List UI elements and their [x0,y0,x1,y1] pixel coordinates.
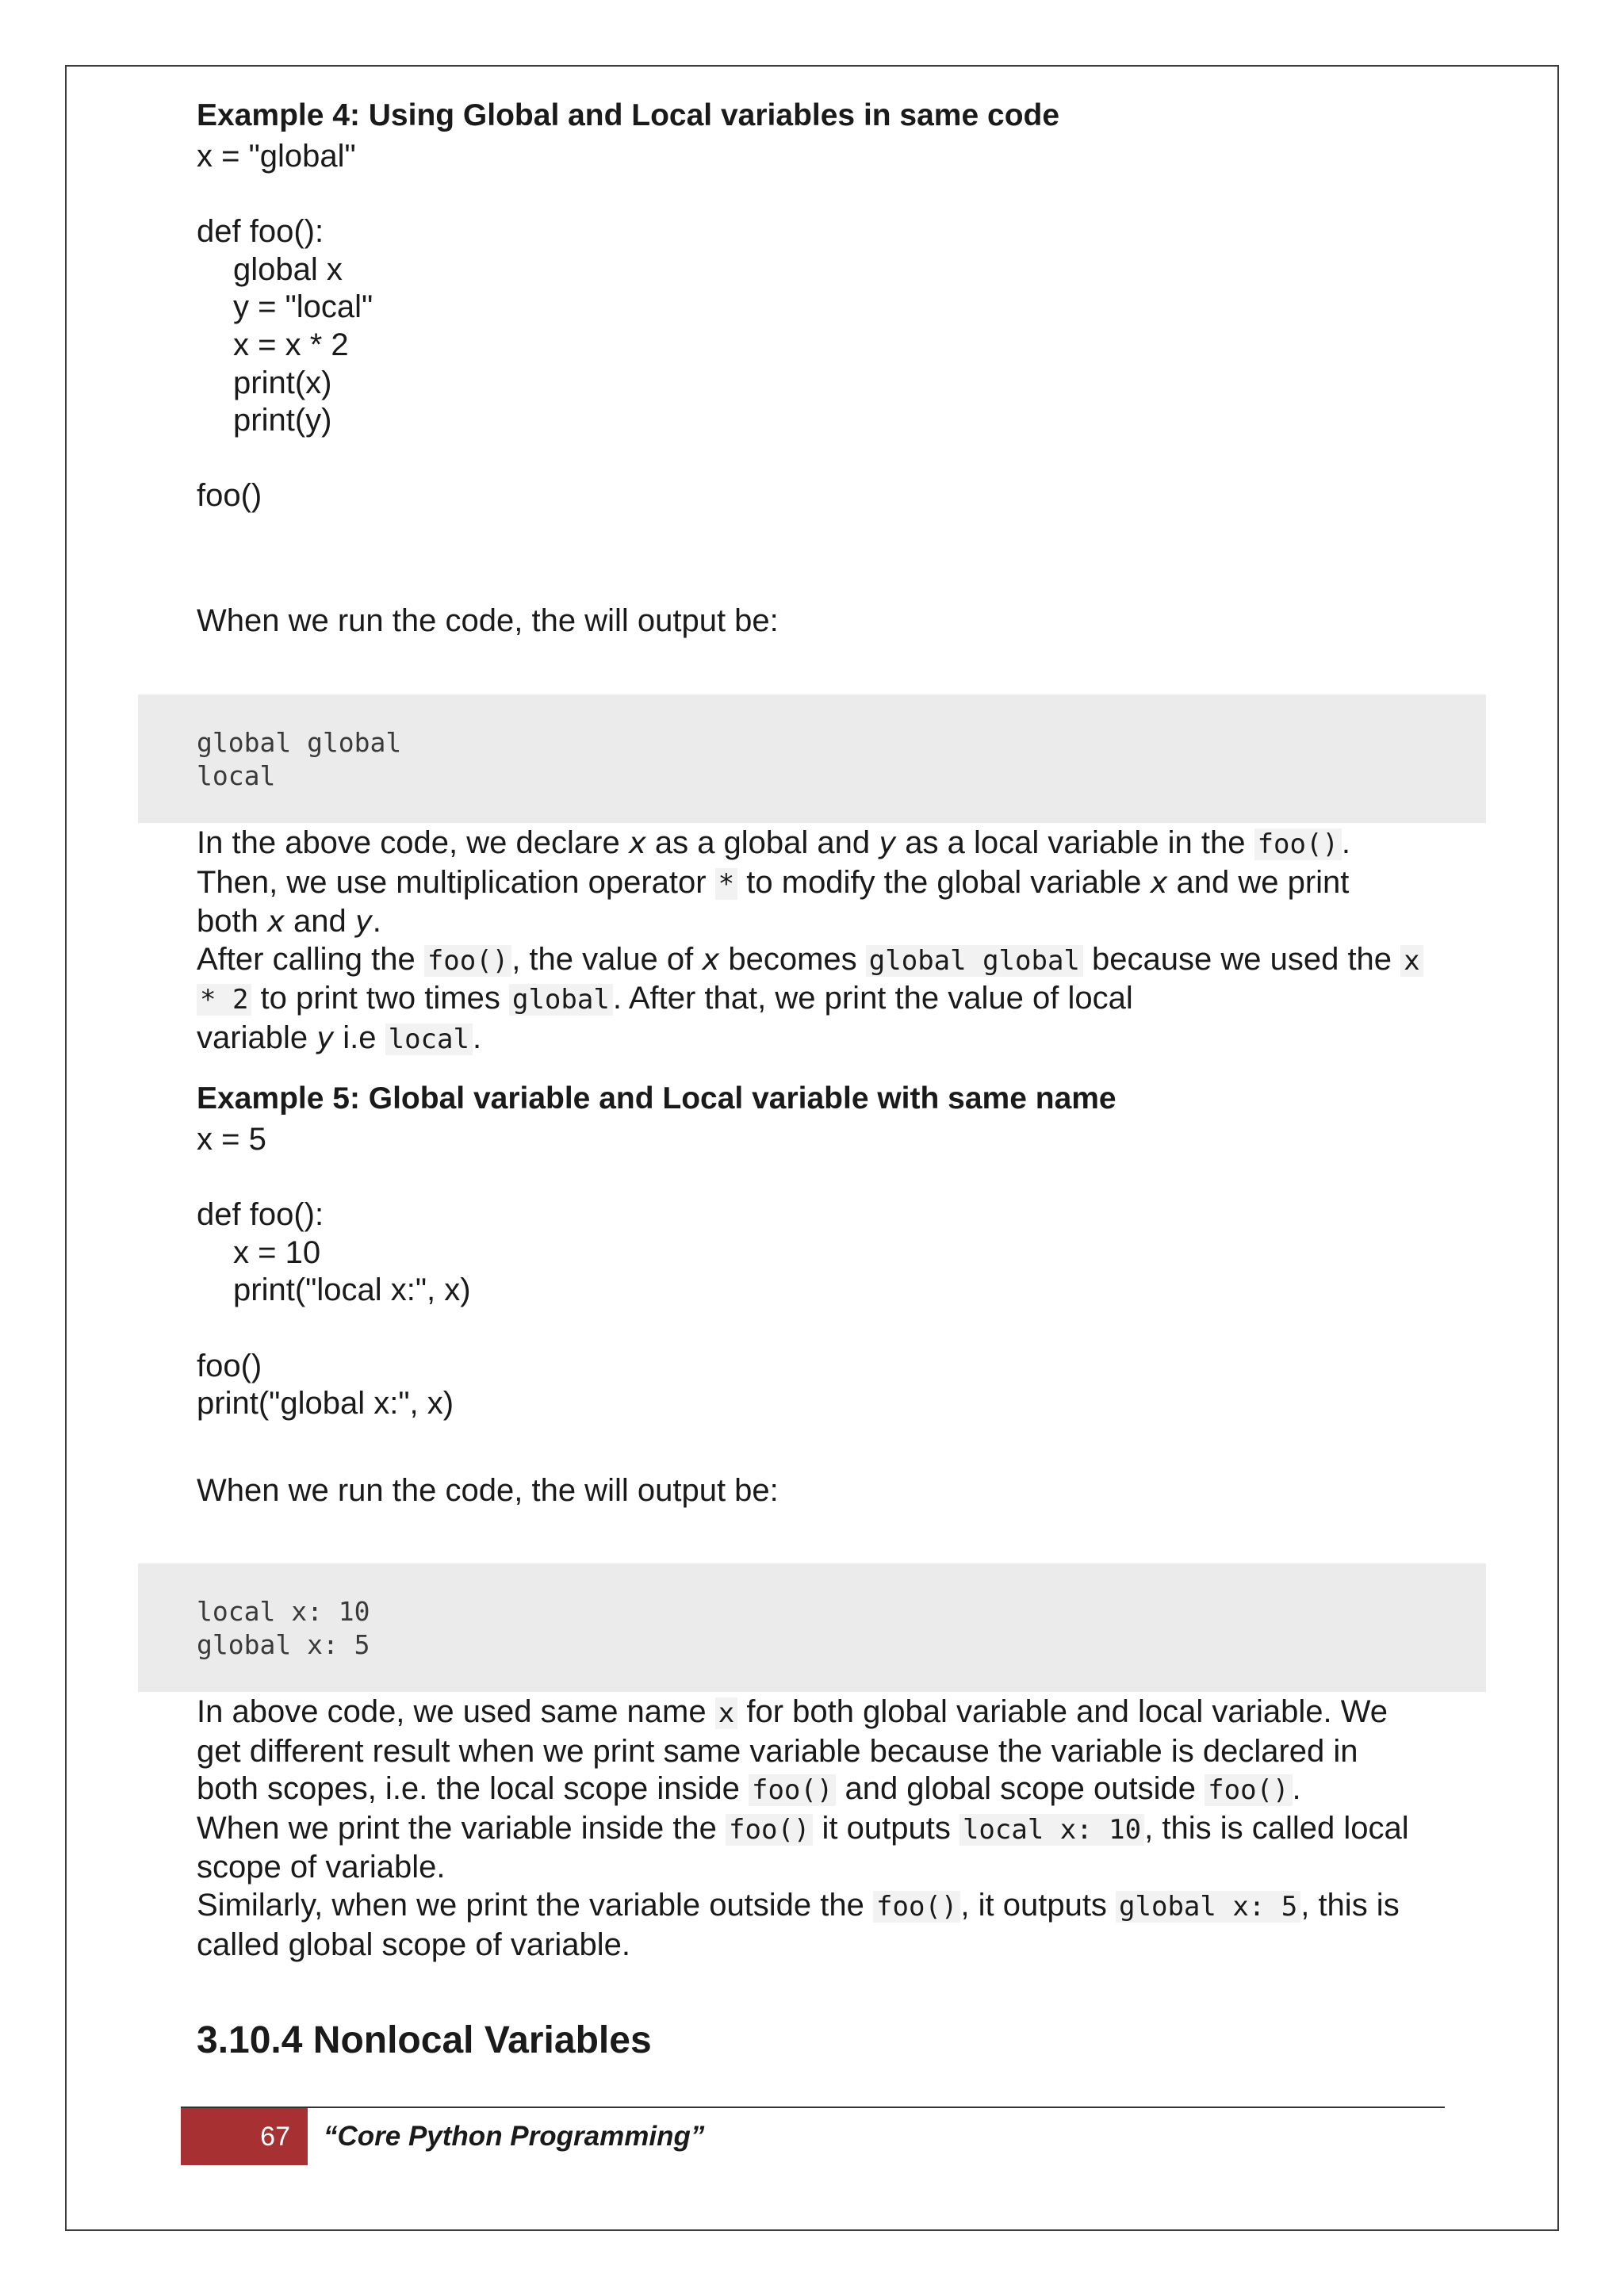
explanation-line [197,864,1434,904]
inline-code: global [509,984,613,1016]
example-4-explanation [197,825,1434,1059]
text: When we print the variable inside the [197,1810,726,1846]
variable-y: y [354,905,373,939]
text: because we used the [1082,941,1401,977]
example-5-run-intro: When we run the code, the will output be: [197,1472,779,1508]
code-line: print("global x:", x) [197,1386,454,1422]
text: . After that, we print the value of local [612,981,1133,1016]
example-5-output-box [138,1563,1486,1692]
code-line: print(y) [233,403,332,438]
page-number: 67 [181,2108,308,2165]
text: . [472,1020,482,1055]
text: as a global and [645,825,879,860]
variable-y: y [879,826,897,860]
code-line: def foo(): [197,1197,324,1233]
example-5-explanation [197,1693,1434,1964]
text: Then, we use multiplication operator [197,864,715,900]
inline-code: local x: 10 [959,1814,1144,1846]
inline-code: local [385,1024,473,1055]
example-5-heading: Example 5: Global variable and Local variable with same name [197,1081,1116,1115]
book-title: “Core Python Programming” [324,2121,705,2152]
text: it outputs [813,1810,959,1846]
inline-code: global global [866,945,1083,977]
variable-x: x [628,826,646,860]
code-line: global x [233,251,343,287]
explanation-line [197,1693,1434,1733]
code-line [197,440,1434,478]
explanation-line [197,1020,1434,1059]
output-line: global global [197,727,402,758]
code-line [197,1159,1434,1197]
output-line: global x: 5 [197,1629,370,1660]
text: and global scope outside [836,1771,1205,1807]
section-heading-block [197,2017,1434,2064]
explanation-line [197,903,1434,941]
inline-code: foo() [1205,1774,1292,1806]
explanation-line: get different result when we print same variable because the variable is declared in [197,1733,1358,1769]
inline-code: * [715,868,737,900]
example-5-code [197,1121,1434,1423]
example-4-section [197,94,1434,641]
inline-code: foo() [873,1891,960,1923]
output-line: local x: 10 [197,1596,370,1627]
text: for both global variable and local variable. We [737,1694,1388,1729]
text: . [372,904,381,939]
example-4-run-intro: When we run the code, the will output be: [197,603,779,638]
text: becomes [719,941,866,977]
text: In the above code, we declare [197,825,629,860]
text: Similarly, when we print the variable outside the [197,1887,874,1923]
code-line: x = 10 [233,1234,321,1270]
code-line: print(x) [233,365,332,400]
code-line: y = "local" [233,289,373,325]
explanation-line [197,1770,1434,1810]
text: . [1292,1771,1301,1807]
text: i.e [334,1020,385,1055]
code-line: foo() [197,478,262,514]
explanation-line: called global scope of variable. [197,1927,631,1962]
explanation-line [197,1887,1434,1927]
text: , this is called local [1144,1810,1409,1846]
code-line: print("local x:", x) [233,1272,471,1308]
inline-code: foo() [424,945,511,977]
variable-x: x [1150,865,1168,900]
text: In above code, we used same name [197,1694,715,1729]
explanation-line [197,980,1434,1020]
variable-x: x [266,905,285,939]
text: and [284,904,355,939]
text: both [197,904,267,939]
explanation-line [197,941,1434,981]
section-title: 3.10.4 Nonlocal Variables [197,2019,652,2061]
text: . [1341,825,1351,860]
explanation-line [197,825,1434,864]
code-line: x = "global" [197,139,356,174]
example-4-output-box [138,695,1486,823]
text: , it outputs [960,1887,1116,1923]
code-line: x = 5 [197,1122,266,1157]
inline-code: foo() [1254,828,1342,860]
text: After calling the [197,941,424,977]
code-line: def foo(): [197,214,324,250]
text: to print two times [251,981,509,1016]
inline-code: x [1400,945,1423,977]
text: both scopes, i.e. the local scope inside [197,1771,749,1807]
variable-y: y [316,1020,335,1055]
inline-code: foo() [726,1814,813,1846]
inline-code: x [715,1697,737,1729]
text: and we print [1167,864,1350,900]
text: , the value of [511,941,703,977]
example-5-section [197,1077,1434,1510]
inline-code: * 2 [197,984,251,1016]
explanation-line: scope of variable. [197,1850,446,1885]
code-line [197,1310,1434,1348]
example-4-heading: Example 4: Using Global and Local variables in same code [197,98,1060,132]
code-line [197,176,1434,214]
text: variable [197,1020,317,1055]
text: as a local variable in the [896,825,1254,860]
inline-code: global x: 5 [1116,1891,1300,1923]
text: , this is [1300,1887,1400,1923]
output-line: local [197,760,276,791]
explanation-line [197,1810,1434,1850]
variable-x: x [702,942,720,977]
code-line: foo() [197,1348,262,1383]
code-line: x = x * 2 [233,327,349,362]
example-4-code [197,138,1434,515]
text: to modify the global variable [737,864,1151,900]
inline-code: foo() [749,1774,836,1806]
